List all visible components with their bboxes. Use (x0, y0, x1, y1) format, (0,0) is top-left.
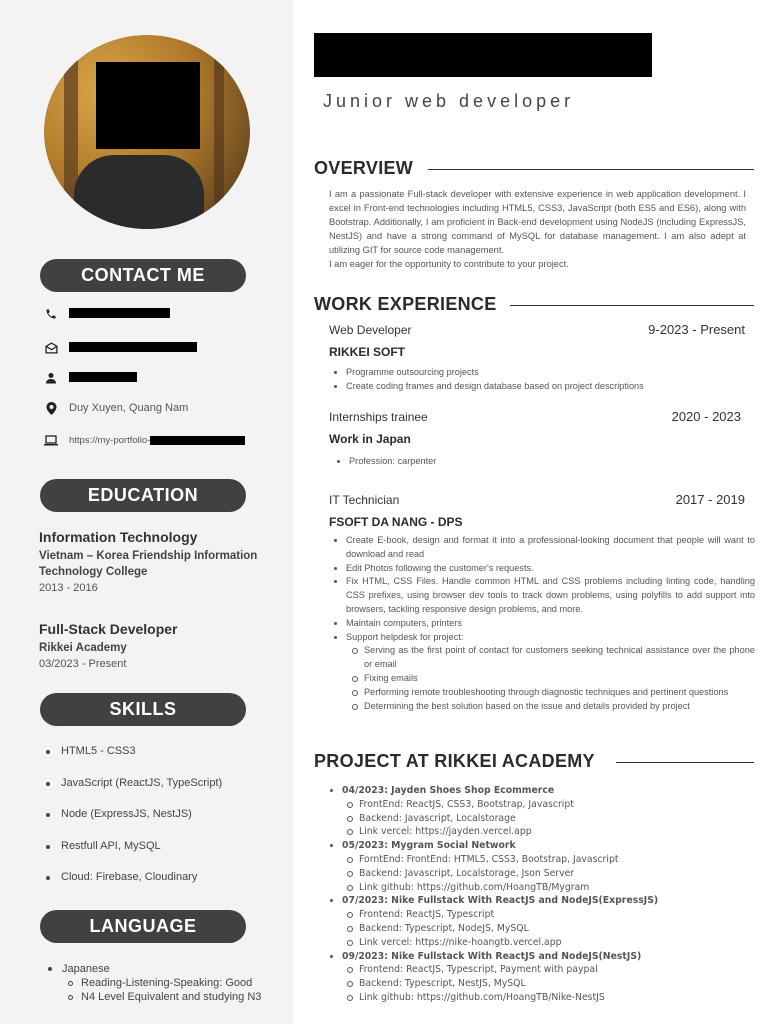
work-divider (510, 305, 754, 306)
education-item (39, 529, 279, 594)
sidebar (0, 0, 293, 1024)
profile-photo (44, 35, 250, 229)
education-school: Rikkei Academy (39, 642, 127, 654)
contact-email (44, 338, 197, 358)
skill-item: Restfull API, MySQL (44, 840, 222, 872)
job-company: Work in Japan (329, 432, 411, 446)
project-link[interactable]: Link vercel: https://jayden.vercel.app (359, 825, 755, 839)
education-title: Information Technology (39, 529, 198, 545)
job-duties: Programme outsourcing projects Create coding frames and design database based on project descriptions (333, 366, 755, 394)
language-detail: Reading-Listening-Speaking: Good (81, 977, 253, 989)
phone-icon (44, 307, 58, 321)
job-duties: Profession: carpenter (336, 455, 758, 469)
skill-item: Cloud: Firebase, Cloudinary (44, 871, 222, 903)
project-link[interactable]: Link github: https://github.com/HoangTB/Nike-NestJS (359, 991, 755, 1005)
skill-item: HTML5 - CSS3 (44, 745, 222, 777)
language-name: Japanese (62, 963, 110, 975)
user-icon (44, 371, 58, 385)
job-date: 2017 - 2019 (675, 492, 745, 507)
address-value: Duy Xuyen, Quang Nam (69, 402, 189, 414)
contact-portfolio[interactable] (44, 430, 245, 450)
language-heading: LANGUAGE (40, 910, 246, 943)
language-detail: N4 Level Equivalent and studying N3 (81, 991, 262, 1003)
portfolio-link[interactable]: https://my-portfolio- (69, 434, 151, 446)
education-title: Full-Stack Developer (39, 621, 178, 637)
project-title: 07/2023: Nike Fullstack With ReactJS and NodeJS(ExpressJS) (342, 895, 659, 907)
project-item: 04/2023: Jayden Shoes Shop Ecommerce FrontEnd: ReactJS, CSS3, Bootstrap, Javascript Backend: Javascript, Localstorage Link vercel: https://jayden.vercel.app (330, 784, 755, 839)
contact-heading: CONTACT ME (40, 259, 246, 292)
job-date: 2020 - 2023 (671, 409, 741, 424)
language-list (48, 962, 261, 1004)
overview-heading: OVERVIEW (314, 158, 414, 178)
skill-item: JavaScript (ReactJS, TypeScript) (44, 777, 222, 809)
laptop-icon (44, 433, 58, 447)
job-title: Internships trainee (329, 410, 428, 424)
education-dates: 2013 - 2016 (39, 582, 98, 594)
project-title: 04/2023: Jayden Shoes Shop Ecommerce (342, 785, 555, 796)
education-school: Vietnam – Korea Friendship Information Technology College (39, 550, 258, 578)
education-dates: 03/2023 - Present (39, 658, 127, 670)
overview-divider (428, 169, 754, 170)
mail-icon (44, 341, 58, 355)
project-title: 09/2023: Nike Fullstack With ReactJS and NodeJS(NestJS) (342, 950, 642, 962)
projects-heading: PROJECT AT RIKKEI ACADEMY (314, 751, 595, 771)
job-title: Web Developer (329, 323, 412, 337)
phone-value (69, 308, 170, 321)
project-item: 05/2023: Mygram Social Network ForntEnd: FrontEnd: HTML5, CSS3, Bootstrap, Javascript Backend: Javascript, Localstorage, Json Server Link github: https://github.com/HoangTB/Mygram (330, 839, 755, 894)
projects-list (330, 784, 755, 1005)
redacted-name (314, 33, 652, 77)
redacted-face (96, 62, 200, 149)
job-company: FSOFT DA NANG - DPS (329, 515, 463, 529)
project-item: 09/2023: Nike Fullstack With ReactJS and NodeJS(NestJS) Frontend: ReactJS, Typescript, Payment with paypal Backend: Typescript, NestJS, MySQL Link github: https://github.com/HoangTB/Nike-NestJS (330, 950, 755, 1005)
project-item: 07/2023: Nike Fullstack With ReactJS and NodeJS(ExpressJS) Frontend: ReactJS, Typescript Backend: Typescript, NodeJS, MySQL Link vercel: https://nike-hoangtb.vercel.app (330, 894, 755, 949)
job-duties: Create E-book, design and format it into a professional-looking document that people will want to download and read Edit Photos following the customer's requests. Fix HTML, CSS Files. Handle common HTML and CSS problems including linting code, handling CSS prefixes, using browser dev tools to track down problems, using polyfills to add support into browsers, tackling responsive design problems, and more. Maintain computers, printers Support helpdesk for project: Serving as the first point of contact for customers seeking technical assistance over the phone or email Fixing emails Performing remote troubleshooting through diagnostic techniques and pertinent questions Determining the best solution based on the issue and details provided by project (333, 534, 755, 713)
contact-phone (44, 304, 170, 324)
project-title: 05/2023: Mygram Social Network (342, 840, 516, 852)
person-value (69, 372, 137, 385)
education-heading: EDUCATION (40, 479, 246, 512)
location-pin-icon (44, 401, 58, 415)
job-role-title: Junior web developer (323, 91, 575, 111)
projects-divider (616, 762, 754, 763)
job-date: 9-2023 - Present (648, 322, 745, 337)
work-heading: WORK EXPERIENCE (314, 294, 497, 314)
project-link[interactable]: Link github: https://github.com/HoangTB/Mygram (359, 881, 755, 895)
project-link[interactable]: Link vercel: https://nike-hoangtb.vercel.app (359, 936, 755, 950)
skills-heading: SKILLS (40, 693, 246, 726)
job-title: IT Technician (329, 493, 400, 507)
contact-person (44, 368, 137, 388)
contact-address (44, 398, 188, 418)
education-item (39, 621, 279, 670)
job-company: RIKKEI SOFT (329, 345, 406, 359)
skill-item: Node (ExpressJS, NestJS) (44, 808, 222, 840)
email-value (69, 342, 197, 355)
overview-text: I am a passionate Full-stack developer with extensive experience in web application development. I excel in Front-end technologies including HTML5, CSS3, JavaScript (both ES5 and ES6), along with Bootstrap. Additionally, I am proficient in Back-end development using NodeJS (including ExpressJS, NestJS) and have a strong command of MySQL for database management. I am also adept at utilizing GIT for source code management. I am eager for the opportunity to contribute to your project. (329, 189, 746, 269)
skills-list (44, 745, 222, 903)
